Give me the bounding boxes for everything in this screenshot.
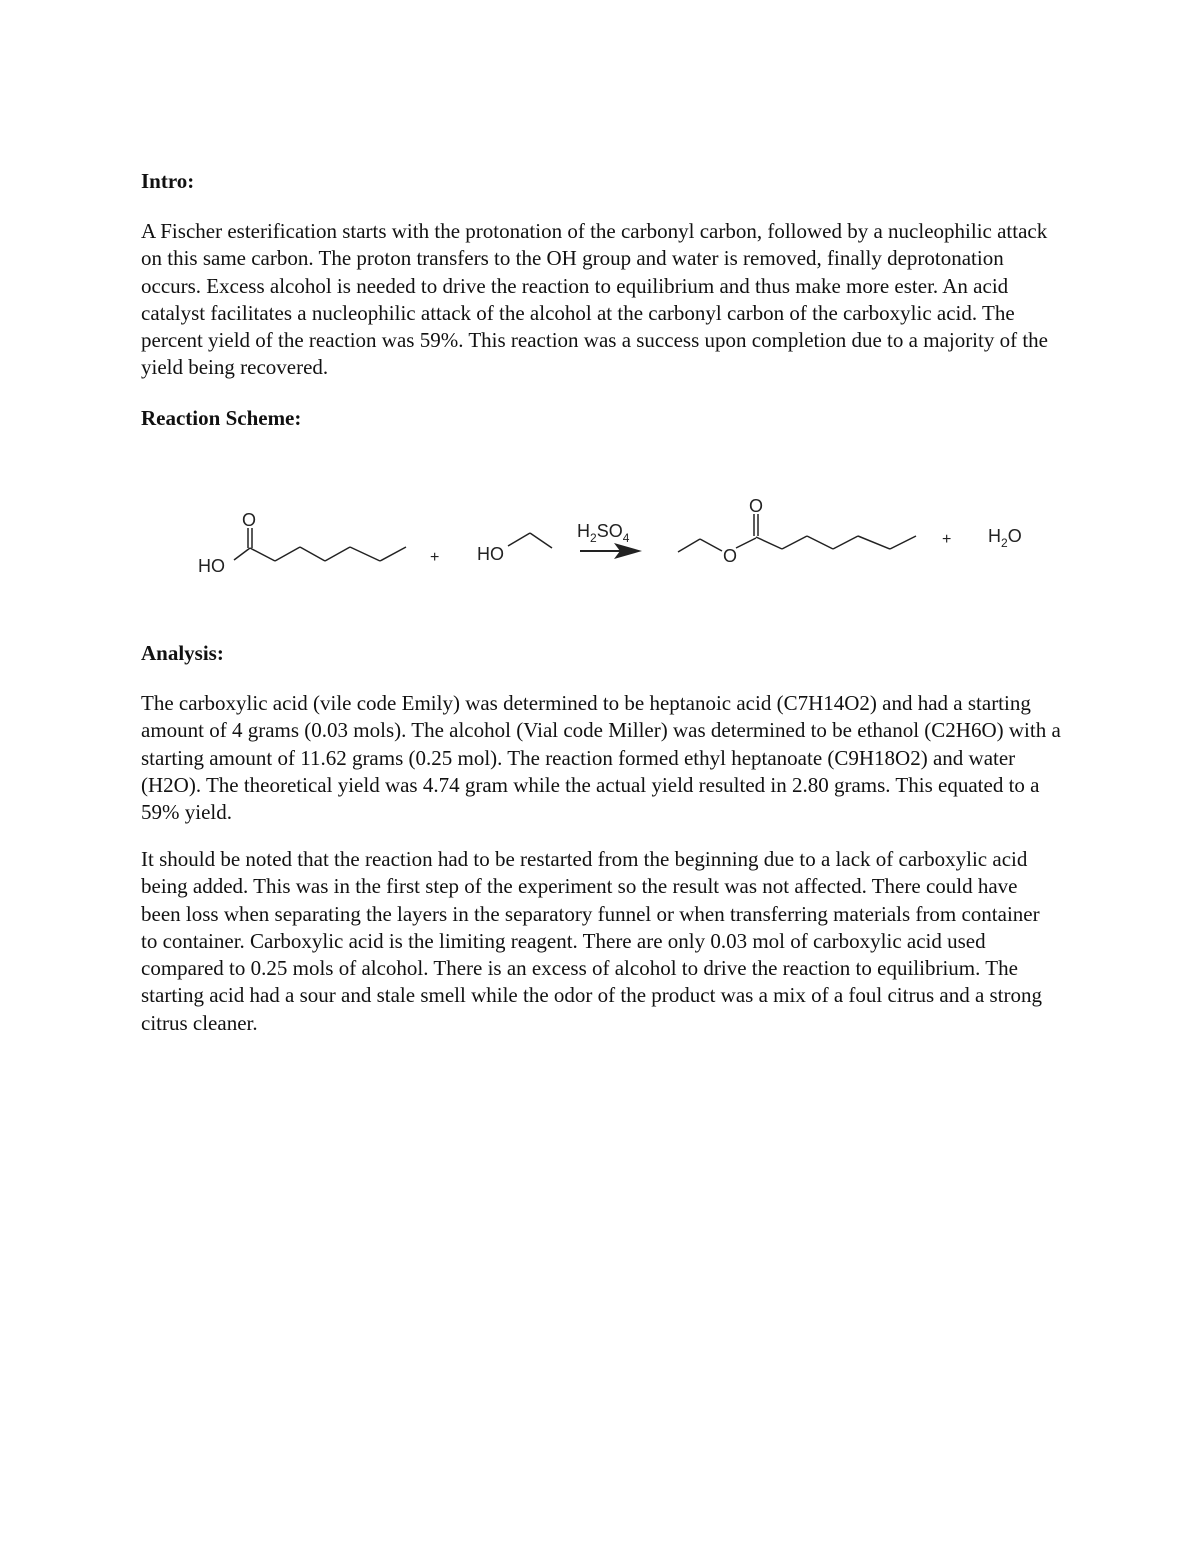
reaction-arrow [580,543,642,559]
reaction-scheme-svg [190,490,1040,590]
ethyl-heptanoate-structure [678,514,916,552]
ethanol-structure [508,533,552,548]
analysis-paragraph-1: The carboxylic acid (vile code Emily) was determined to be heptanoic acid (C7H14O2) and had a starting amount of 4 grams (0.03 mols). The alcohol (Vial code Miller) was determined to be ethanol (C2H6O) with a starting amount of 11.62 grams (0.25 mol). The reaction formed ethyl heptanoate (C9H18O2) and water (H2O). The theoretical yield was 4.74 gram while the actual yield resulted in 2.80 grams. This equated to a 59% yield. [141,691,1061,825]
reaction-scheme-figure [190,490,1040,590]
catalyst-label: $H_2SO_4$ [577,521,630,545]
acid-oxygen-label: O [242,510,257,530]
plus-sign-2: + [942,531,952,548]
analysis-heading: Analysis: [141,641,224,665]
heptanoic-acid-structure [234,528,406,561]
acid-hydroxyl-label: HO [198,556,225,576]
ester-carbonyl-oxygen-label: O [749,496,764,516]
analysis-paragraph-2: It should be noted that the reaction had to be restarted from the beginning due to a lack of carboxylic acid being added. This was in the first step of the experiment so the result was not affected. There could have been loss when separating the layers in the separatory funnel or when transferring materials from container to container. Carboxylic acid is the limiting reagent. There are only 0.03 mol of carboxylic acid used compared to 0.25 mols of alcohol. There is an excess of alcohol to drive the reaction to equilibrium. The starting acid had a sour and stale smell while the odor of the product was a mix of a foul citrus and a strong citrus cleaner. [141,847,1043,1035]
water-label: $H_2O$ [988,526,1022,550]
reaction-scheme-heading: Reaction Scheme: [141,406,302,430]
ester-oxygen-label: O [723,546,738,566]
plus-sign-1: + [430,549,440,566]
alcohol-hydroxyl-label: HO [477,544,504,564]
intro-heading: Intro: [141,169,195,193]
intro-paragraph: A Fischer esterification starts with the protonation of the carbonyl carbon, followed by a nucleophilic attack on this same carbon. The proton transfers to the OH group and water is removed, finally deprotonation occurs. Excess alcohol is needed to drive the reaction to equilibrium and thus make more ester. An acid catalyst facilitates a nucleophilic attack of the alcohol at the carbonyl carbon of the carboxylic acid. The percent yield of the reaction was 59%. This reaction was a success upon completion due to a majority of the yield being recovered. [141,219,1048,380]
